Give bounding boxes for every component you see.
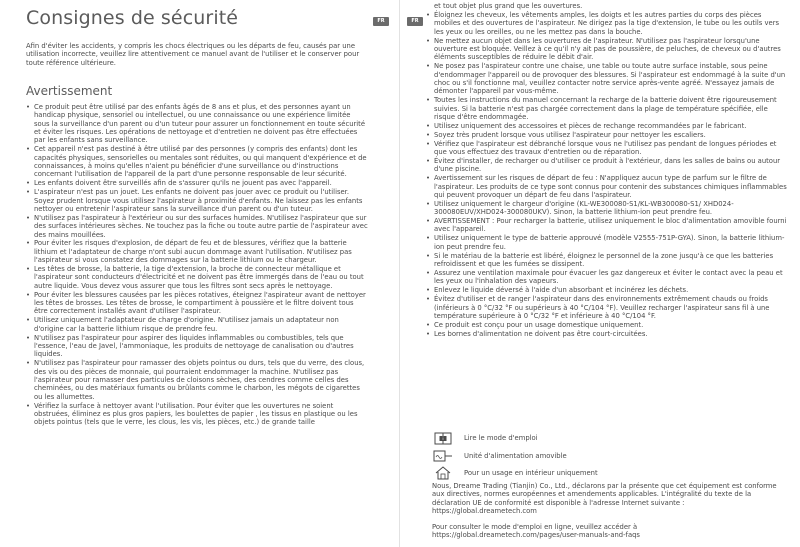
list-item-continuation: et tout objet plus grand que les ouvertures.: [434, 2, 583, 10]
list-item: • Pour éviter les risques d'explosion, de départ de feu et de blessures, vérifiez que la batterie lithium et l'adaptateur de charge n'ont subi aucun dommage avant l'utilisation. N'utilisez pas l'aspirateur si vous constatez des dommages sur la batterie lithium ou le chargeur.: [26, 239, 368, 264]
section-heading: Avertissement: [26, 84, 113, 98]
list-item: • Utilisez uniquement des accessoires et pièces de rechange recommandées par le fabricant.: [426, 122, 788, 130]
list-item: • Utilisez uniquement le type de batterie approuvé (modèle V2555-751P-GYA). Sinon, la batterie lithium-ion peut prendre feu.: [426, 234, 788, 251]
warning-list-right: [426, 2, 788, 339]
list-item: • Pour éviter les blessures causées par les pièces rotatives, éteignez l'aspirateur avant de nettoyer les têtes de brosses. Les têtes de brosse, le compartiment à poussière et le filtre doivent tous être correctement installés avant d'utiliser l'aspirateur.: [26, 291, 368, 316]
legend-text: Unité d'alimentation amovible: [464, 451, 567, 460]
list-item: • Évitez d'installer, de recharger ou d'utiliser ce produit à l'extérieur, dans les salles de bains ou autour d'une piscine.: [426, 157, 788, 174]
conformity-declaration: Nous, Dreame Trading (Tianjin) Co., Ltd., déclarons par la présente que cet équipement est conforme aux directives, normes européennes et amendements applicables. L'intégralité du texte de la déclaration UE de conformité est disponible à l'adresse Internet suivante : https://global.dreametech.com: [432, 482, 777, 515]
language-badge-right: FR: [407, 17, 423, 26]
svg-text:i: i: [442, 436, 444, 442]
list-item: • Assurez une ventilation maximale pour évacuer les gaz dangereux et éviter le contact avec la peau et les yeux ou l'inhalation des vapeurs.: [426, 269, 788, 286]
right-page: [405, 0, 800, 547]
page-divider: [399, 0, 400, 547]
legend-row-indoor: [432, 465, 772, 481]
list-item: • N'utilisez pas l'aspirateur pour aspirer des liquides inflammables ou combustibles, tels que l'essence, l'eau de Javel, l'ammoniaque, les produits de nettoyage de canalisation ou d'autres liquides.: [26, 334, 368, 359]
legend-text: Lire le mode d'emploi: [464, 434, 538, 442]
list-item: • Ne mettez aucun objet dans les ouvertures de l'aspirateur. N'utilisez pas l'aspirateur lorsqu'une ouverture est bloquée. Veillez à ce qu'il n'y ait pas de poussière, de peluches, de cheveux ou d'autres éléments susceptibles de réduire le débit d'air.: [426, 37, 788, 62]
list-item: • Avertissement sur les risques de départ de feu : N'appliquez aucun type de parfum sur le filtre de l'aspirateur. Les produits de ce type sont connus pour contenir des substances chimiques inflammables qui peuvent provoquer un départ de feu dans l'aspirateur.: [426, 174, 788, 199]
list-item: • Ce produit est conçu pour un usage domestique uniquement.: [426, 321, 788, 329]
page-title: Consignes de sécurité: [26, 7, 239, 29]
list-item: • Vérifiez que l'aspirateur est débranché lorsque vous ne l'utilisez pas pendant de longues périodes et que vous effectuez des travaux d'entretien ou de réparation.: [426, 140, 788, 157]
list-item: • Utilisez uniquement l'adaptateur de charge d'origine. N'utilisez jamais un adaptateur non d'origine car la batterie lithium risque de prendre feu.: [26, 316, 368, 333]
list-item: • L'aspirateur n'est pas un jouet. Les enfants ne doivent pas jouer avec ce produit ou l'utiliser. Soyez prudent lorsque vous utilisez l'aspirateur à proximité d'enfants. Ne laissez pas les enfants nettoyer ou entretenir l'aspirateur sans la surveillance d'un parent ou d'un tuteur.: [26, 188, 368, 213]
legend-text: Pour un usage en intérieur uniquement: [464, 469, 598, 477]
list-item: • Les enfants doivent être surveillés afin de s'assurer qu'ils ne jouent pas avec l'appareil.: [26, 179, 368, 187]
list-item: • N'utilisez pas l'aspirateur pour ramasser des objets pointus ou durs, tels que du verre, des clous, des vis ou des pièces de monnaie, qui pourraient endommager la machine. N'utilisez pas l'aspirateur pour ramasser des particules de cloisons sèches, des cendres comme celles des cheminées, ou des matériaux fumants ou brûlants comme le charbon, les mégots de cigarettes ou les allumettes.: [26, 359, 368, 401]
list-item: • Toutes les instructions du manuel concernant la recharge de la batterie doivent être rigoureusement suivies. Si la batterie n'est pas chargée correctement dans la plage de température spécifiée, elle risque d'être endommagée.: [426, 96, 788, 121]
list-item: • Éloignez les cheveux, les vêtements amples, les doigts et les autres parties du corps des pièces mobiles et des ouvertures de l'aspirateur. Ne dirigez pas la tige d'extension, le tube ou les outils vers les yeux ou les oreilles, ou ne les mettez pas dans la bouche.: [426, 11, 788, 36]
list-item: • Les bornes d'alimentation ne doivent pas être court-circuitées.: [426, 330, 788, 338]
book-icon: [432, 431, 454, 445]
list-item: • Enlevez le liquide déversé à l'aide d'un absorbant et incinérez les déchets.: [426, 286, 788, 294]
list-item: • Vérifiez la surface à nettoyer avant l'utilisation. Pour éviter que les ouvertures ne soient obstruées, éliminez es plus gros papiers, les boulettes de papier , les tissus en plastique ou les objets pointus (tels que le verre, les clous, les vis, les pièces, etc.) de grande taille: [26, 402, 368, 427]
list-item: • Utilisez uniquement le chargeur d'origine (KL-WE300080-S1/KL-WB300080-S1/ XHD024-300080EUV/XHD024-300080UKV). Sinon, la batterie lithium-ion peut prendre feu.: [426, 200, 788, 217]
list-item: • Si le matériau de la batterie est libéré, éloignez le personnel de la zone jusqu'à ce que les batteries refroidissent et que les fumées se dissipent.: [426, 252, 788, 269]
list-item: • Soyez très prudent lorsque vous utilisez l'aspirateur pour nettoyer les escaliers.: [426, 131, 788, 139]
list-item: • Les têtes de brosse, la batterie, la tige d'extension, la broche de connecteur métallique et l'aspirateur sont conducteurs d'électricité et ne doivent pas être immergés dans de l'eau ou tout autre liquide. Vous devez vous assurer que tous les filtres sont secs après le nettoyage.: [26, 265, 368, 290]
list-item: • Ne posez pas l'aspirateur contre une chaise, une table ou toute autre surface instable, sous peine d'endommager l'appareil ou de provoquer des blessures. Si l'aspirateur est endommagé à la suite d'un choc ou s'il fonctionne mal, veuillez contacter notre service après-vente agréé. N'essayez jamais de démonter l'appareil par vous-même.: [426, 62, 788, 95]
house-icon: [432, 466, 454, 480]
list-item: • Évitez d'utiliser et de ranger l'aspirateur dans des environnements extrêmement chauds ou froids (inférieurs à 0 °C/32 °F ou supérieurs à 40 °C/104 °F). Veuillez recharger l'aspirateur sans fil à une température supérieure à 0 °C/32 °F et inférieure à 40 °C/104 °F.: [426, 295, 788, 320]
list-item: • Cet appareil n'est pas destiné à être utilisé par des personnes (y compris des enfants) dont les capacités physiques, sensorielles ou mentales sont réduites, ou qui manquent d'expérience et de connaissances, à moins qu'elles n'aient pu bénéficier d'une surveillance ou d'instructions concernant l'utilisation de l'appareil de la part d'une personne responsable de leur sécurité.: [26, 145, 368, 178]
left-page: [0, 0, 395, 547]
intro-paragraph: Afin d'éviter les accidents, y compris les chocs électriques ou les départs de feu, causés par une utilisation incorrecte, veuillez lire attentivement ce manuel avant de l'utiliser et le conserver pour toute référence ultérieure.: [26, 42, 360, 67]
language-badge: FR: [373, 17, 389, 26]
list-item: • Ce produit peut être utilisé par des enfants âgés de 8 ans et plus, et des personnes ayant un handicap physique, sensoriel ou intellectuel, ou une connaissance ou une expérience limitée sous la surveillance d'un parent ou d'un tuteur pour assurer un fonctionnement en toute sécurité et éviter les risques. Les opérations de nettoyage et d'entretien ne doivent pas être effectuées par les enfants sans surveillance.: [26, 103, 368, 145]
power-unit-icon: [432, 449, 454, 463]
list-item: • AVERTISSEMENT : Pour recharger la batterie, utilisez uniquement le bloc d'alimentation amovible fourni avec l'appareil.: [426, 217, 788, 234]
list-item: • N'utilisez pas l'aspirateur à l'extérieur ou sur des surfaces humides. N'utilisez l'aspirateur que sur des surfaces intérieures sèches. Ne touchez pas la fiche ou toute autre partie de l'aspirateur avec des mains mouillées.: [26, 214, 368, 239]
warning-list-left: [26, 103, 368, 427]
legend-row-power: [432, 448, 772, 464]
symbol-legend: [432, 430, 772, 483]
legend-row-manual: [432, 430, 772, 446]
online-manual-text: Pour consulter le mode d'emploi en ligne, veuillez accéder à https://global.dreametech.com/pages/user-manuals-and-faqs: [432, 523, 640, 540]
